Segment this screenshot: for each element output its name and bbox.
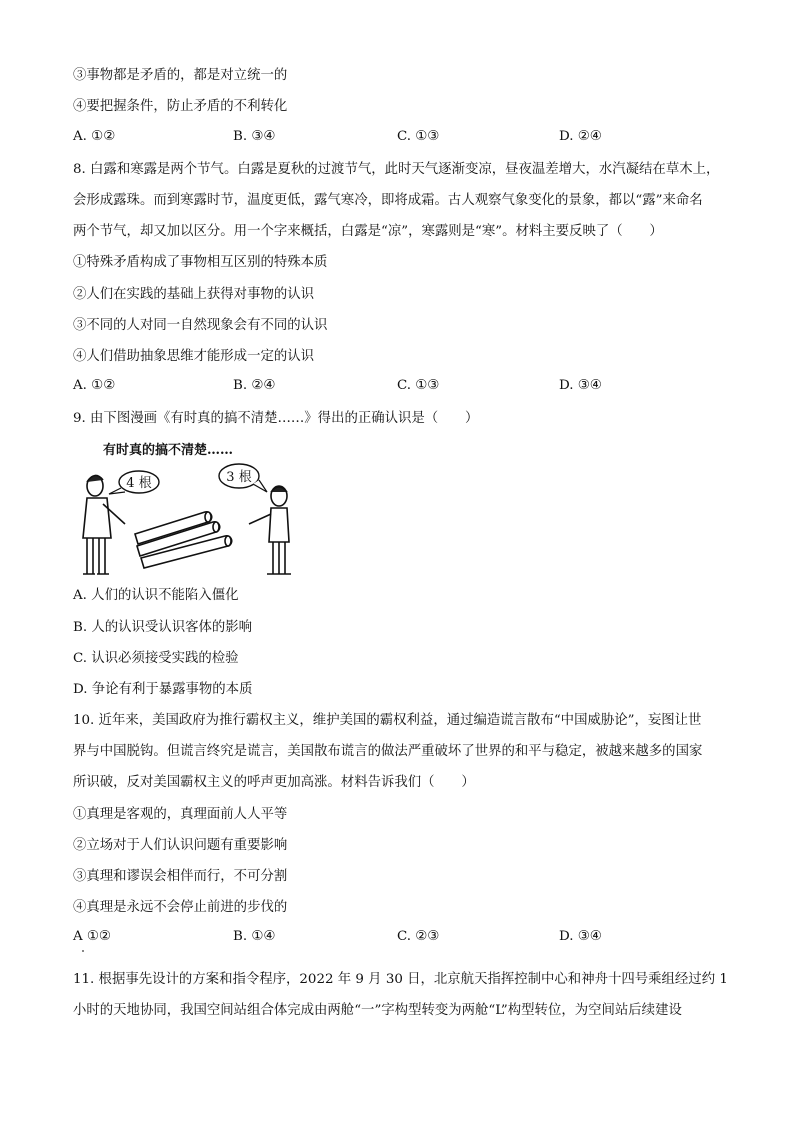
- q8-option-b: B. ②④: [233, 378, 276, 393]
- left-speech-bubble: [109, 471, 159, 494]
- q9-option-b: B. 人的认识受认识客体的影响: [73, 620, 253, 635]
- stray-mark: [82, 950, 84, 952]
- q8-statement-1: ①特殊矛盾构成了事物相互区别的特殊本质: [73, 255, 328, 270]
- q10-stem-line-1: 10. 近年来，美国政府为推行霸权主义，维护美国的霸权利益，通过编造谎言散布“中国威胁论”，妄图让世: [73, 713, 702, 728]
- cartoon-title: 有时真的搞不清楚……: [103, 443, 234, 458]
- q8-statement-2: ②人们在实践的基础上获得对事物的认识: [73, 287, 315, 302]
- cartoon-illustration: [73, 438, 293, 580]
- q9-option-c: C. 认识必须接受实践的检验: [73, 651, 239, 666]
- q9-option-d: D. 争论有利于暴露事物的本质: [73, 682, 253, 697]
- q8-option-d: D. ③④: [559, 378, 602, 393]
- q8-statement-3: ③不同的人对同一自然现象会有不同的认识: [73, 318, 328, 333]
- q7-option-b: B. ③④: [233, 129, 276, 144]
- q7-option-a: A. ①②: [73, 129, 116, 144]
- q9-option-a: A. 人们的认识不能陷入僵化: [73, 588, 239, 603]
- q8-options: [73, 378, 733, 398]
- right-bubble-text: 3 根: [226, 470, 252, 485]
- q8-stem-line-3: 两个节气，却又加以区分。用一个字来概括，白露是“凉”，寒露则是“寒”。材料主要反映了（ ）: [73, 224, 663, 239]
- q8-statement-4: ④人们借助抽象思维才能形成一定的认识: [73, 349, 315, 364]
- right-speech-bubble: [219, 464, 267, 492]
- logs: [135, 512, 232, 568]
- q10-stem-line-2: 界与中国脱钩。但谎言终究是谎言，美国散布谎言的做法严重破坏了世界的和平与稳定，被越来越多的国家: [73, 744, 703, 759]
- q10-option-a: A ①②: [73, 929, 111, 944]
- q10-statement-2: ②立场对于人们认识问题有重要影响: [73, 838, 288, 853]
- q10-option-c: C. ②③: [397, 929, 440, 944]
- q7-option-d: D. ②④: [559, 129, 602, 144]
- q8-option-a: A. ①②: [73, 378, 116, 393]
- q8-stem-line-2: 会形成露珠。而到寒露时节，温度更低，露气寒冷，即将成霜。古人观察气象变化的景象，都以“露”来命名: [73, 193, 703, 208]
- q7-option-c: C. ①③: [397, 129, 440, 144]
- right-person: [249, 486, 291, 574]
- q7-statement-4: ④要把握条件，防止矛盾的不利转化: [73, 99, 288, 114]
- left-bubble-text: 4 根: [126, 476, 152, 491]
- q7-options: [73, 129, 733, 149]
- q10-statement-4: ④真理是永远不会停止前进的步伐的: [73, 900, 288, 915]
- q7-statement-3: ③事物都是矛盾的，都是对立统一的: [73, 68, 288, 83]
- q8-stem-line-1: 8. 白露和寒露是两个节气。白露是夏秋的过渡节气，此时天气逐渐变凉，昼夜温差增大，水汽凝结在草木上，: [73, 162, 720, 177]
- q10-options: [73, 929, 733, 949]
- q10-option-b: B. ①④: [233, 929, 276, 944]
- q9-stem: 9. 由下图漫画《有时真的搞不清楚……》得出的正确认识是（ ）: [73, 411, 479, 426]
- q8-option-c: C. ①③: [397, 378, 440, 393]
- q10-option-d: D. ③④: [559, 929, 602, 944]
- q10-statement-3: ③真理和谬误会相伴而行，不可分割: [73, 869, 288, 884]
- q10-stem-line-3: 所识破，反对美国霸权主义的呼声更加高涨。材料告诉我们（ ）: [73, 775, 475, 790]
- q11-stem-line-1: 11. 根据事先设计的方案和指令程序，2022 年 9 月 30 日，北京航天指挥控制中心和神舟十四号乘组经过约 1: [73, 972, 728, 987]
- q11-stem-line-2: 小时的天地协同，我国空间站组合体完成由两舱“一”字构型转变为两舱“L”构型转位，为空间站后续建设: [73, 1003, 682, 1018]
- q10-statement-1: ①真理是客观的，真理面前人人平等: [73, 807, 288, 822]
